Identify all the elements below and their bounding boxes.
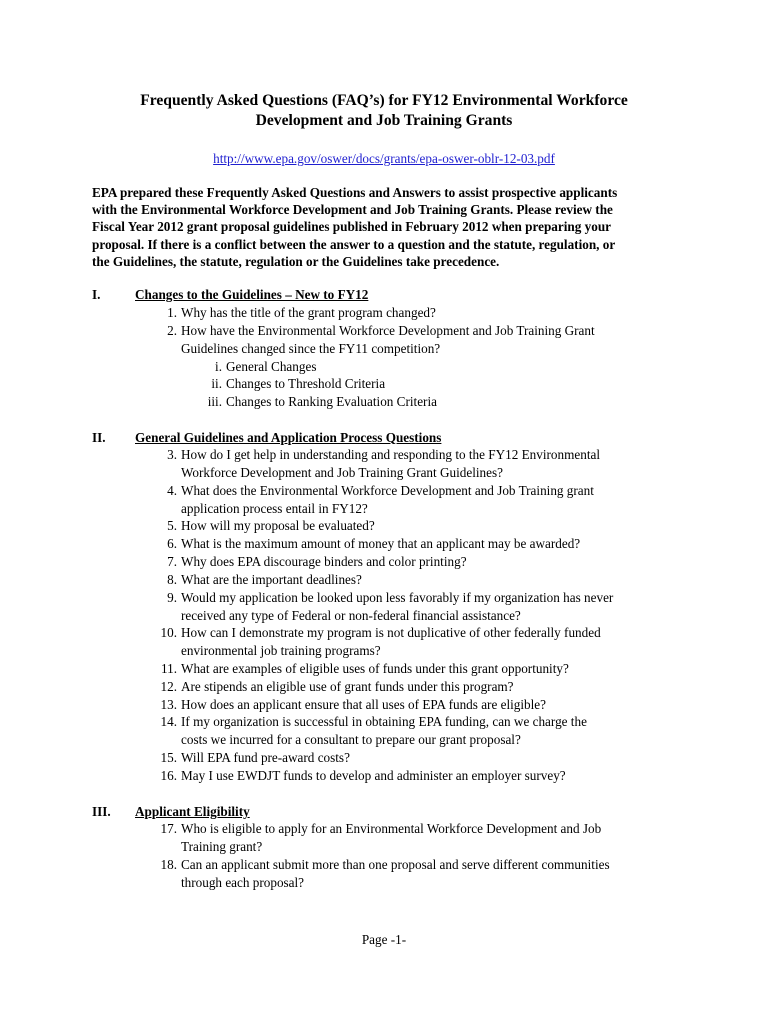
question-text: How will my proposal be evaluated? [181, 518, 375, 533]
question-number: 3. [167, 447, 177, 462]
question-text: application process entail in FY12? [181, 501, 368, 516]
section-title: General Guidelines and Application Process Questions [135, 430, 442, 445]
question-item [167, 517, 686, 535]
sub-item [215, 358, 626, 376]
question-text: Guidelines changed since the FY11 competition? [181, 341, 441, 356]
intro-line: EPA prepared these Frequently Asked Questions and Answers to assist prospective applicants [92, 185, 618, 200]
question-number: 6. [167, 536, 177, 551]
sub-item-text: Changes to Ranking Evaluation Criteria [226, 394, 437, 409]
question-number: 16. [160, 768, 177, 783]
question-item [167, 322, 686, 358]
question-text: What is the maximum amount of money that an applicant may be awarded? [181, 536, 581, 551]
question-item [160, 856, 686, 892]
sub-item-number: i. [215, 359, 222, 374]
question-text: Will EPA fund pre-award costs? [181, 750, 350, 765]
sub-item-text: General Changes [226, 359, 317, 374]
intro-paragraph [92, 184, 692, 270]
section-title: Applicant Eligibility [135, 804, 250, 819]
question-number: 7. [167, 554, 177, 569]
question-item [160, 624, 686, 660]
question-text: Would my application be looked upon less favorably if my organization has never [181, 590, 614, 605]
title-line-2: Development and Job Training Grants [255, 112, 513, 129]
question-number: 15. [160, 750, 177, 765]
question-item [161, 660, 686, 678]
sub-item-number: iii. [207, 394, 222, 409]
intro-line: with the Environmental Workforce Development and Job Training Grants. Please review the [92, 202, 613, 218]
question-item [160, 820, 686, 856]
question-text: How do I get help in understanding and responding to the FY12 Environmental [181, 447, 600, 462]
intro-line: proposal. If there is a conflict between the answer to a question and the statute, regulation, or [92, 236, 616, 252]
question-text: Why does EPA discourage binders and color printing? [181, 554, 467, 569]
sub-item-number: ii. [211, 376, 222, 391]
question-text: environmental job training programs? [181, 643, 381, 658]
question-text: If my organization is successful in obtaining EPA funding, can we charge the [181, 714, 587, 729]
question-item [160, 678, 686, 696]
question-text: What are the important deadlines? [181, 572, 362, 587]
question-number: 2. [167, 323, 177, 338]
question-text: What are examples of eligible uses of funds under this grant opportunity? [181, 661, 569, 676]
title-line-1: Frequently Asked Questions (FAQ’s) for FY12 Environmental Workforce [140, 92, 628, 109]
section-number: III. [92, 804, 111, 819]
question-number: 12. [160, 679, 177, 694]
question-item [160, 767, 686, 785]
question-number: 11. [161, 661, 177, 676]
question-item [167, 589, 686, 625]
section-title: Changes to the Guidelines – New to FY12 [135, 287, 369, 302]
sub-item-text: Changes to Threshold Criteria [226, 376, 386, 391]
question-text: How can I demonstrate my program is not duplicative of other federally funded [181, 625, 601, 640]
question-number: 14. [160, 714, 177, 729]
question-text: Workforce Development and Job Training Grant Guidelines? [181, 465, 503, 480]
question-number: 13. [160, 697, 177, 712]
question-text: Are stipends an eligible use of grant funds under this program? [181, 679, 514, 694]
section-heading-1 [92, 286, 692, 304]
question-item [160, 696, 686, 714]
question-number: 18. [160, 857, 177, 872]
question-item [160, 749, 686, 767]
question-item [167, 535, 686, 553]
question-text: What does the Environmental Workforce Development and Job Training grant [181, 483, 594, 498]
question-text: received any type of Federal or non-federal financial assistance? [181, 608, 521, 623]
question-text: Can an applicant submit more than one proposal and serve different communities [181, 857, 610, 872]
intro-line: Fiscal Year 2012 grant proposal guidelines published in February 2012 when preparing your [92, 219, 612, 235]
source-url-link[interactable]: http://www.epa.gov/oswer/docs/grants/epa-oswer-oblr-12-03.pdf [213, 151, 555, 166]
question-text: Why has the title of the grant program changed? [181, 305, 436, 320]
sub-item [211, 375, 626, 393]
question-item [160, 713, 686, 749]
question-item [167, 553, 686, 571]
question-item [167, 571, 686, 589]
question-item [167, 304, 686, 322]
page-number-footer: Page -1- [361, 932, 407, 947]
question-text: How have the Environmental Workforce Development and Job Training Grant [181, 323, 595, 338]
question-number: 9. [167, 590, 177, 605]
section-number: I. [92, 287, 101, 302]
question-text: through each proposal? [181, 875, 305, 890]
question-number: 1. [167, 305, 177, 320]
section-heading-2 [92, 429, 692, 447]
section-number: II. [92, 430, 106, 445]
question-text: costs we incurred for a consultant to prepare our grant proposal? [181, 732, 521, 747]
question-number: 8. [167, 572, 177, 587]
question-number: 10. [160, 625, 177, 640]
question-text: Training grant? [181, 839, 263, 854]
section-heading-3 [92, 803, 692, 821]
question-number: 4. [167, 483, 177, 498]
question-item [167, 482, 686, 518]
question-text: How does an applicant ensure that all uses of EPA funds are eligible? [181, 697, 547, 712]
question-item [167, 446, 686, 482]
intro-line: the Guidelines, the statute, regulation or the Guidelines take precedence. [92, 253, 500, 269]
question-number: 5. [167, 518, 177, 533]
question-number: 17. [160, 821, 177, 836]
question-text: Who is eligible to apply for an Environmental Workforce Development and Job [181, 821, 602, 836]
sub-item [207, 393, 626, 411]
document-title [80, 91, 688, 131]
question-text: May I use EWDJT funds to develop and administer an employer survey? [181, 768, 566, 783]
